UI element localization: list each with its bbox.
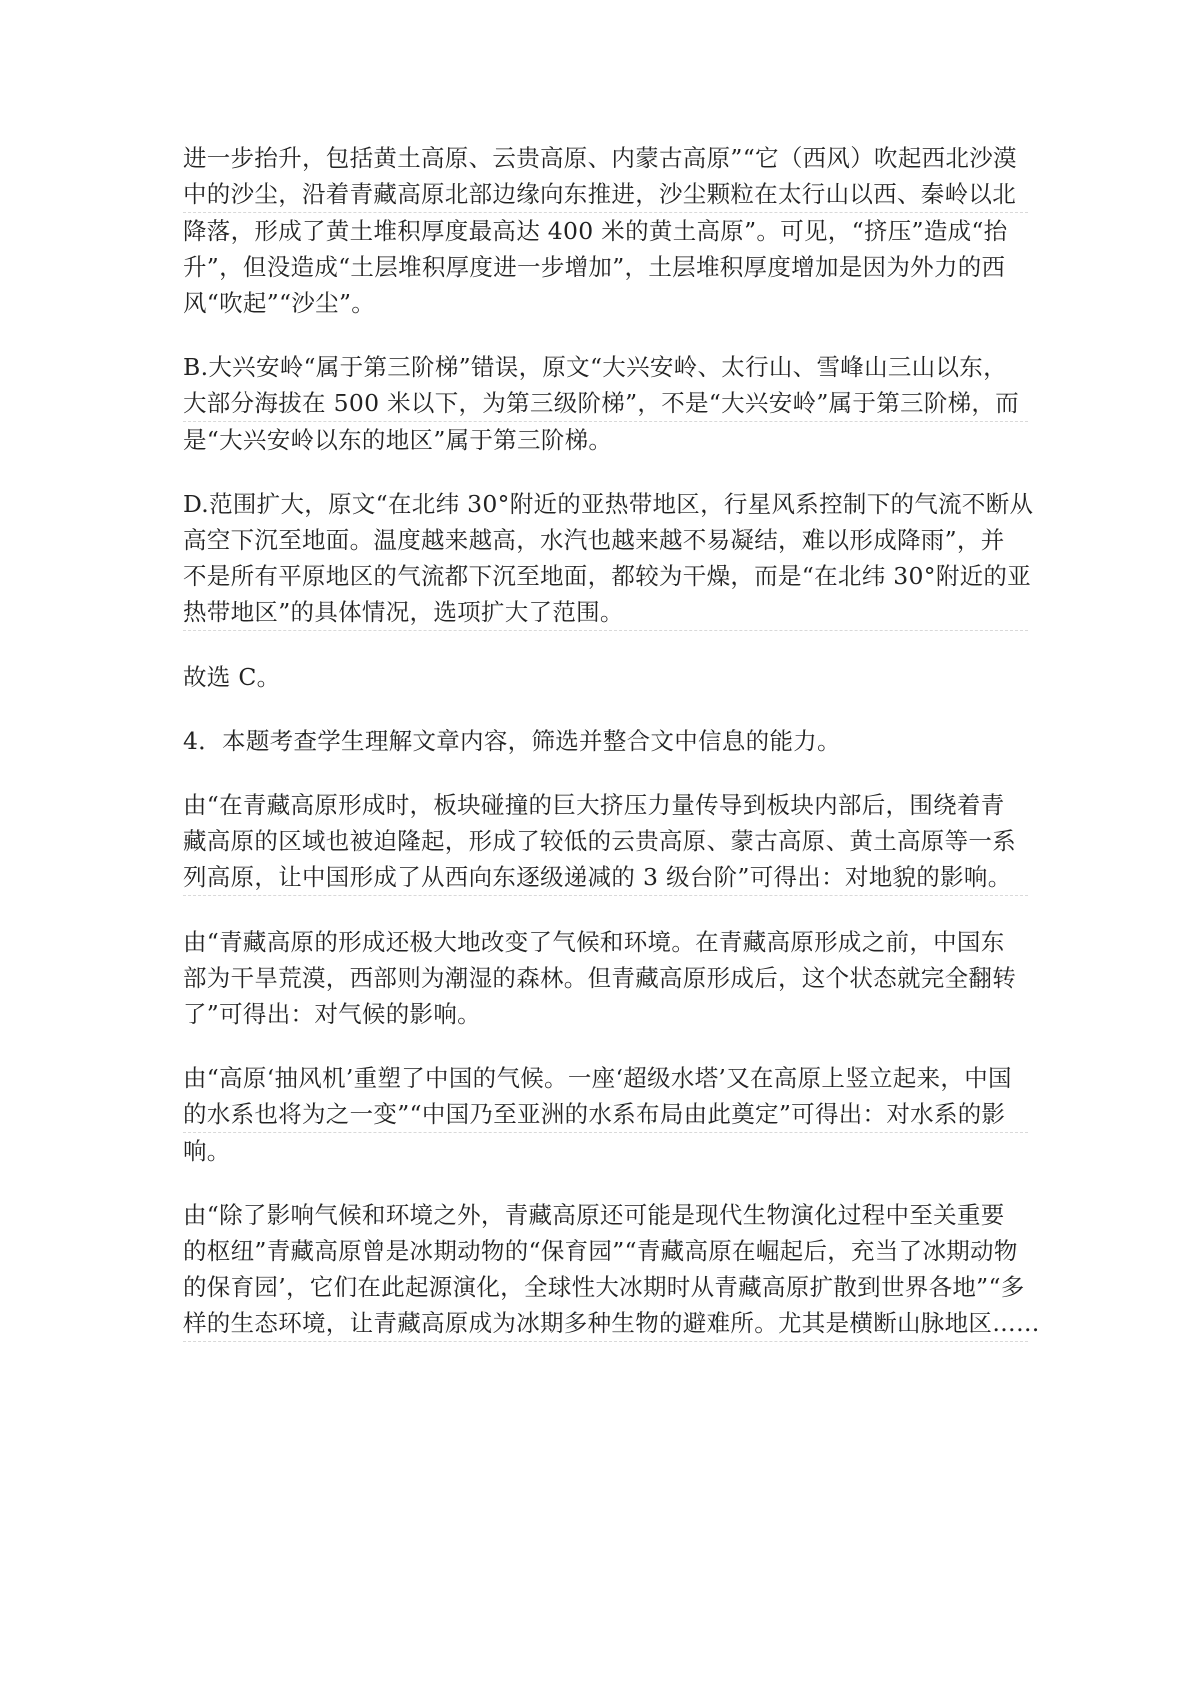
paragraph-landform	[183, 787, 1028, 896]
text-line: 了”可得出：对气候的影响。	[183, 1000, 481, 1028]
text-line: 升”，但没造成“土层堆积厚度进一步增加”，土层堆积厚度增加是因为外力的西	[183, 253, 1006, 281]
text-line: 藏高原的区域也被迫隆起，形成了较低的云贵高原、蒙古高原、黄土高原等一系	[183, 827, 1016, 855]
paragraph-answer	[183, 659, 1028, 695]
text-line: 的保育园’，它们在此起源演化，全球性大冰期时从青藏高原扩散到世界各地”“多	[183, 1273, 1025, 1301]
text-line: 由“除了影响气候和环境之外，青藏高原还可能是现代生物演化过程中至关重要	[183, 1201, 1005, 1229]
text-line: 样的生态环境，让青藏高原成为冰期多种生物的避难所。尤其是横断山脉地区……	[183, 1305, 1028, 1342]
paragraph-water-system	[183, 1060, 1028, 1169]
text-line: 是“大兴安岭以东的地区”属于第三阶梯。	[183, 426, 613, 454]
text-line: D.范围扩大，原文“在北纬 30°附近的亚热带地区，行星风系控制下的气流不断从	[183, 490, 1034, 518]
text-line: B.大兴安岭“属于第三阶梯”错误，原文“大兴安岭、太行山、雪峰山三山以东，	[183, 353, 1007, 381]
paragraph-plateau-uplift	[183, 140, 1028, 321]
text-line: 由“青藏高原的形成还极大地改变了气候和环境。在青藏高原形成之前，中国东	[183, 928, 1005, 956]
text-line: 4．本题考查学生理解文章内容，筛选并整合文中信息的能力。	[183, 727, 841, 755]
paragraph-option-d	[183, 486, 1034, 631]
text-line: 不是所有平原地区的气流都下沉至地面，都较为干燥，而是“在北纬 30°附近的亚	[183, 562, 1032, 590]
text-line: 响。	[183, 1137, 231, 1165]
text-line: 由“高原‘抽风机’重塑了中国的气候。一座‘超级水塔’又在高原上竖立起来，中国	[183, 1064, 1012, 1092]
paragraph-biology	[183, 1197, 1040, 1342]
text-line: 热带地区”的具体情况，选项扩大了范围。	[183, 594, 1028, 631]
paragraph-question-4	[183, 723, 1028, 759]
paragraph-option-b	[183, 349, 1028, 458]
text-line: 部为干旱荒漠，西部则为潮湿的森林。但青藏高原形成后，这个状态就完全翻转	[183, 964, 1016, 992]
text-line: 故选 C。	[183, 663, 281, 691]
text-line: 风“吹起”“沙尘”。	[183, 289, 376, 317]
text-line: 大部分海拔在 500 米以下，为第三级阶梯”，不是“大兴安岭”属于第三阶梯，而	[183, 385, 1028, 422]
text-line: 的水系也将为之一变”“中国乃至亚洲的水系布局由此奠定”可得出：对水系的影	[183, 1096, 1028, 1133]
text-line: 中的沙尘，沿着青藏高原北部边缘向东推进，沙尘颗粒在太行山以西、秦岭以北	[183, 176, 1028, 213]
document-body	[183, 140, 1040, 1342]
text-line: 进一步抬升，包括黄土高原、云贵高原、内蒙古高原”“它（西风）吹起西北沙漠	[183, 144, 1017, 172]
text-line: 高空下沉至地面。温度越来越高，水汽也越来越不易凝结，难以形成降雨”，并	[183, 526, 1005, 554]
text-line: 列高原，让中国形成了从西向东逐级递减的 3 级台阶”可得出：对地貌的影响。	[183, 859, 1028, 896]
paragraph-climate	[183, 924, 1028, 1032]
text-line: 的枢纽”青藏高原曾是冰期动物的“保育园”“青藏高原在崛起后，充当了冰期动物	[183, 1237, 1018, 1265]
text-line: 降落，形成了黄土堆积厚度最高达 400 米的黄土高原”。可见，“挤压”造成“抬	[183, 217, 1008, 245]
text-line: 由“在青藏高原形成时，板块碰撞的巨大挤压力量传导到板块内部后，围绕着青	[183, 791, 1005, 819]
